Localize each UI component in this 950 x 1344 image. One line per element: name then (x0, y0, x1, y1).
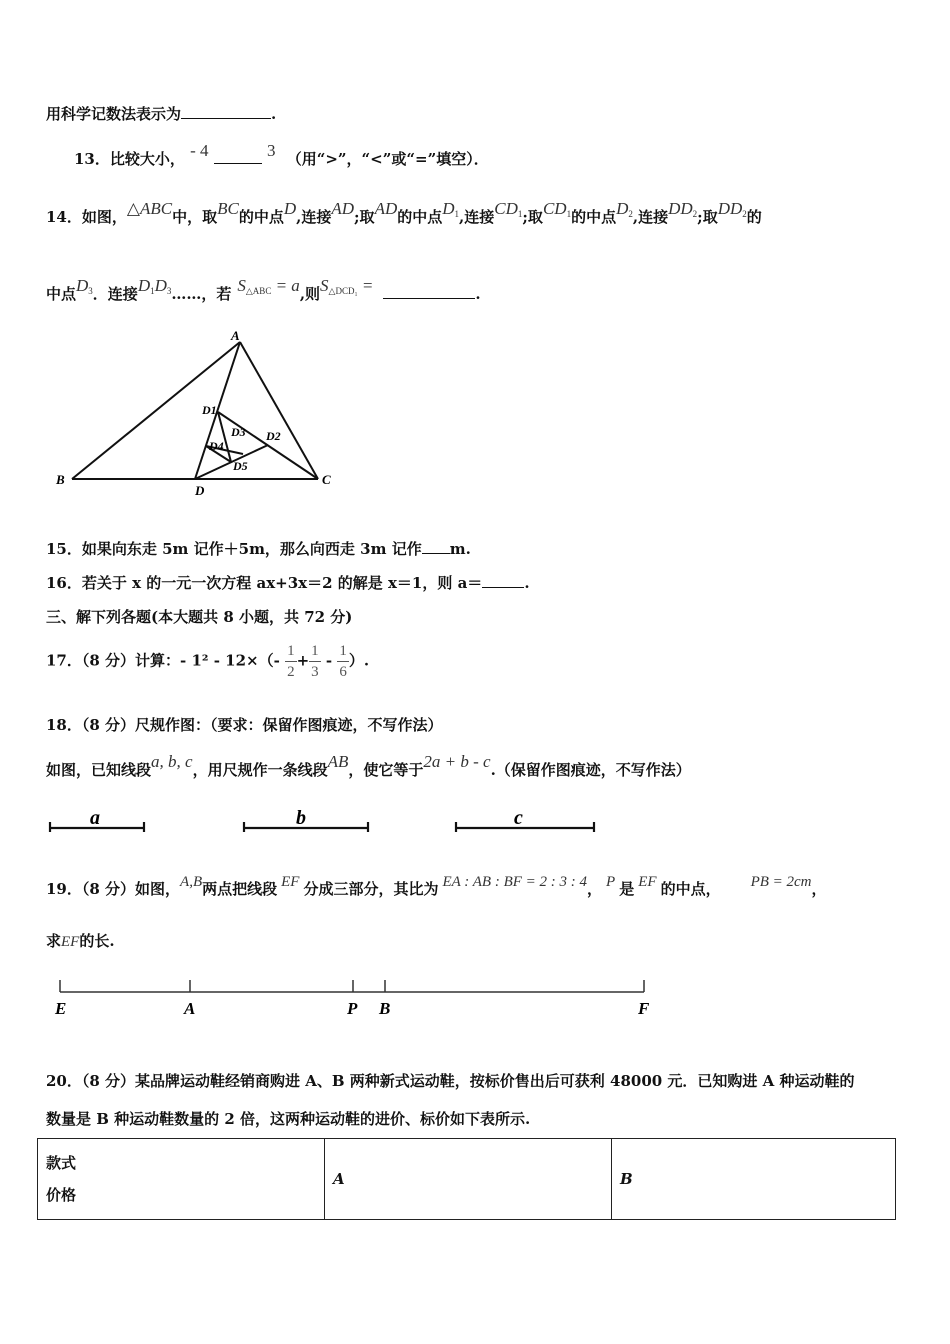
q13-left-value: - 4 (190, 141, 209, 160)
table-row (38, 1139, 896, 1220)
q14-triangle-figure (50, 328, 350, 500)
question-19-line2: 求EF的长. (46, 932, 115, 950)
question-19: 19．（8 分）如图，A,B两点把线段 EF 分成三部分，其比为 EA : AB : BF = 2 : 3 : 4， P 是 EF 的中点， PB = 2cm， (46, 874, 827, 898)
table-header-cell: 款式 价格 (38, 1139, 325, 1220)
label-D: D (195, 483, 205, 498)
label-A: A (184, 999, 196, 1018)
label-D1: D1 (202, 403, 217, 417)
q19-line-figure (46, 972, 666, 1024)
segment-dd2 (195, 445, 268, 479)
label-D3: D3 (231, 425, 246, 439)
question-13: 13．比较大小， - 4 3 （用“>”，“<”或“=”填空）． (74, 141, 489, 168)
label-F: F (638, 999, 650, 1018)
answer-blank[interactable] (214, 149, 262, 164)
question-20-line1: 20．（8 分）某品牌运动鞋经销商购进 A、B 两种新式运动鞋，按标价售出后可获利 48000 元．已知购进 A 种运动鞋的 (46, 1072, 855, 1090)
question-17: 17．（8 分）计算：- 1² - 12×（- $\frac{1}{2}$ + $\frac{1}{3}$ - $\frac{1}{6}$ ）. (46, 643, 370, 680)
label-A: A (231, 328, 240, 343)
label-D2: D2 (266, 429, 281, 443)
question-16: 16．若关于 x 的一元一次方程 ax+3x＝2 的解是 x＝1，则 a＝ . (46, 574, 530, 592)
label-P: P (347, 999, 358, 1018)
table-cell-b: B (612, 1139, 896, 1220)
fraction-1-2: $\frac{1}{2}$ (287, 643, 295, 680)
fraction-1-6: $\frac{1}{6}$ (339, 643, 347, 680)
question-14: 14．如图，△ABC中，取BC的中点D,连接AD;取AD的中点$D_1$,连接$CD_1$;取$CD_1$的中点$D_2$,连接$DD_2$;取$DD_2$的 (46, 199, 762, 226)
q18-segments-figure (46, 800, 606, 840)
q13-right-value: 3 (267, 141, 276, 160)
label-D5: D5 (233, 459, 248, 473)
section-3-heading: 三、解下列各题(本大题共 8 小题，共 72 分) (46, 608, 353, 626)
price-table (37, 1138, 896, 1220)
question-18-body: 如图，已知线段a, b, c，用尺规作一条线段AB，使它等于2a + b - c.（保留作图痕迹，不写作法） (46, 752, 691, 779)
question-14-line2: 中点$D_3$．连接$D_1D_3\dots\dots$，若 $S_{\triangle ABC} = a$,则$S_{\triangle DCD_1}$ = . (46, 276, 481, 303)
fraction-1-3: $\frac{1}{3}$ (311, 643, 319, 680)
label-C: C (322, 472, 331, 487)
answer-blank[interactable] (422, 539, 450, 554)
answer-blank[interactable] (383, 284, 475, 299)
label-D4: D4 (209, 439, 224, 453)
table-cell-a: A (325, 1139, 612, 1220)
question-20-line2: 数量是 B 种运动鞋数量的 2 倍，这两种运动鞋的进价、标价如下表所示. (46, 1110, 531, 1128)
label-B: B (56, 472, 65, 487)
edge-ac (240, 342, 318, 479)
label-E: E (55, 999, 67, 1018)
answer-blank[interactable] (181, 104, 271, 119)
question-15: 15．如果向东走 5m 记作＋5m，那么向西走 3m 记作 m. (46, 540, 471, 558)
label-b: b (296, 807, 306, 829)
question-18-title: 18．（8 分）尺规作图：（要求：保留作图痕迹，不写作法） (46, 716, 443, 734)
label-c: c (514, 807, 523, 829)
q12-tail: 用科学记数法表示为 . (46, 105, 277, 123)
label-B: B (379, 999, 391, 1018)
answer-blank[interactable] (482, 573, 524, 588)
label-a: a (90, 807, 100, 829)
